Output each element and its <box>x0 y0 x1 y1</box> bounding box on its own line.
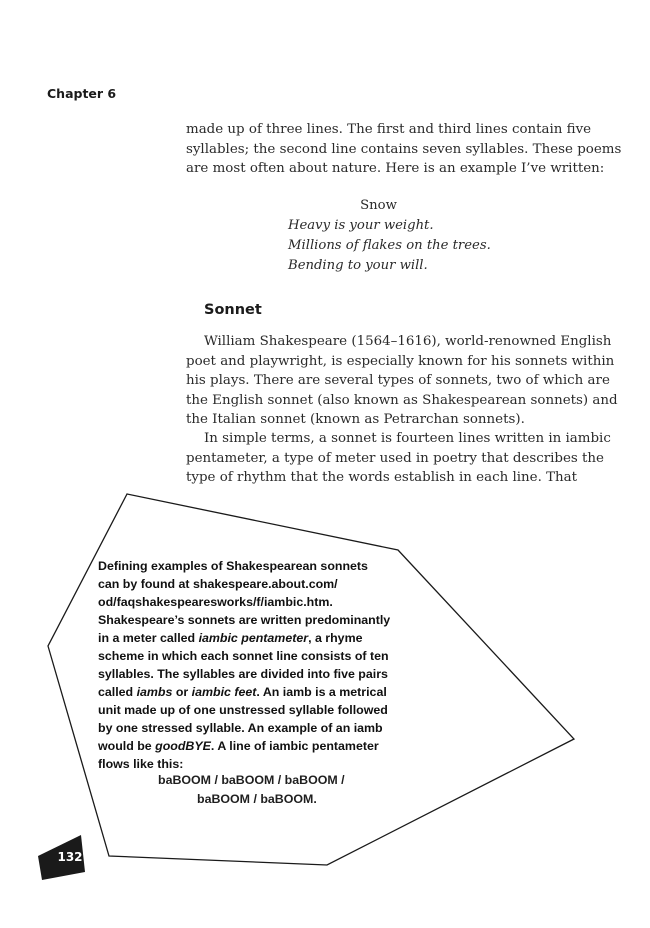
callout-line: syllables. The syllables are divided into five pairs <box>98 667 388 681</box>
chapter-label: Chapter 6 <box>47 86 117 101</box>
poem-title: Snow <box>360 198 397 213</box>
poem-line: Heavy is your weight. <box>288 218 434 233</box>
callout-line: flows like this: <box>98 757 184 771</box>
callout-line: Shakespeare’s sonnets are written predominantly <box>98 613 391 627</box>
callout-text <box>98 557 428 773</box>
text-line: pentameter, a type of meter used in poetry that describes the <box>186 450 604 466</box>
text-line: In simple terms, a sonnet is fourteen lines written in iambic <box>204 431 611 446</box>
callout-line <box>98 629 428 647</box>
text-run: in a meter called <box>98 631 199 645</box>
callout-line: scheme in which each sonnet line consists of ten <box>98 649 389 663</box>
text-run: . A line of iambic pentameter <box>210 739 379 753</box>
text-run: or <box>172 685 192 699</box>
emphasis: iambic pentameter <box>198 631 309 645</box>
text-run: . An iamb is a metrical <box>256 685 387 699</box>
text-line: syllables; the second line contains seven syllables. These poems <box>186 141 622 157</box>
section-heading: Sonnet <box>204 302 262 318</box>
poem-line: Bending to your will. <box>288 258 428 273</box>
meter-line: baBOOM / baBOOM. <box>197 792 317 806</box>
callout-line: unit made up of one unstressed syllable followed <box>98 703 388 717</box>
callout-line <box>98 737 428 755</box>
text-line: the English sonnet (also known as Shakespearean sonnets) and <box>186 392 618 408</box>
text-run: would be <box>98 739 156 753</box>
callout-line: od/faqshakespearesworks/f/iambic.htm. <box>98 595 333 609</box>
text-line: poet and playwright, is especially known for his sonnets within <box>186 353 615 369</box>
callout-line: can by found at shakespeare.about.com/ <box>98 577 338 591</box>
callout-line <box>98 683 428 701</box>
emphasis: iambs <box>136 685 173 699</box>
text-line: are most often about nature. Here is an example I’ve written: <box>186 161 605 176</box>
emphasis: iambic feet <box>191 685 257 699</box>
text-line: the Italian sonnet (known as Petrarchan sonnets). <box>186 412 525 427</box>
text-run: , a rhyme <box>308 631 363 645</box>
text-run: called <box>98 685 137 699</box>
text-line: his plays. There are several types of sonnets, two of which are <box>186 373 610 388</box>
text-line: William Shakespeare (1564–1616), world-renowned English <box>204 334 612 349</box>
text-line: type of rhythm that the words establish in each line. That <box>186 470 578 485</box>
poem-line: Millions of flakes on the trees. <box>288 238 491 253</box>
emphasis: goodBYE <box>155 739 211 753</box>
callout-line: by one stressed syllable. An example of an iamb <box>98 721 383 735</box>
meter-line: baBOOM / baBOOM / baBOOM / <box>158 773 345 787</box>
callout-line: Defining examples of Shakespearean sonnets <box>98 559 368 573</box>
text-line: made up of three lines. The first and third lines contain five <box>186 122 592 137</box>
page-number: 132 <box>57 850 83 864</box>
